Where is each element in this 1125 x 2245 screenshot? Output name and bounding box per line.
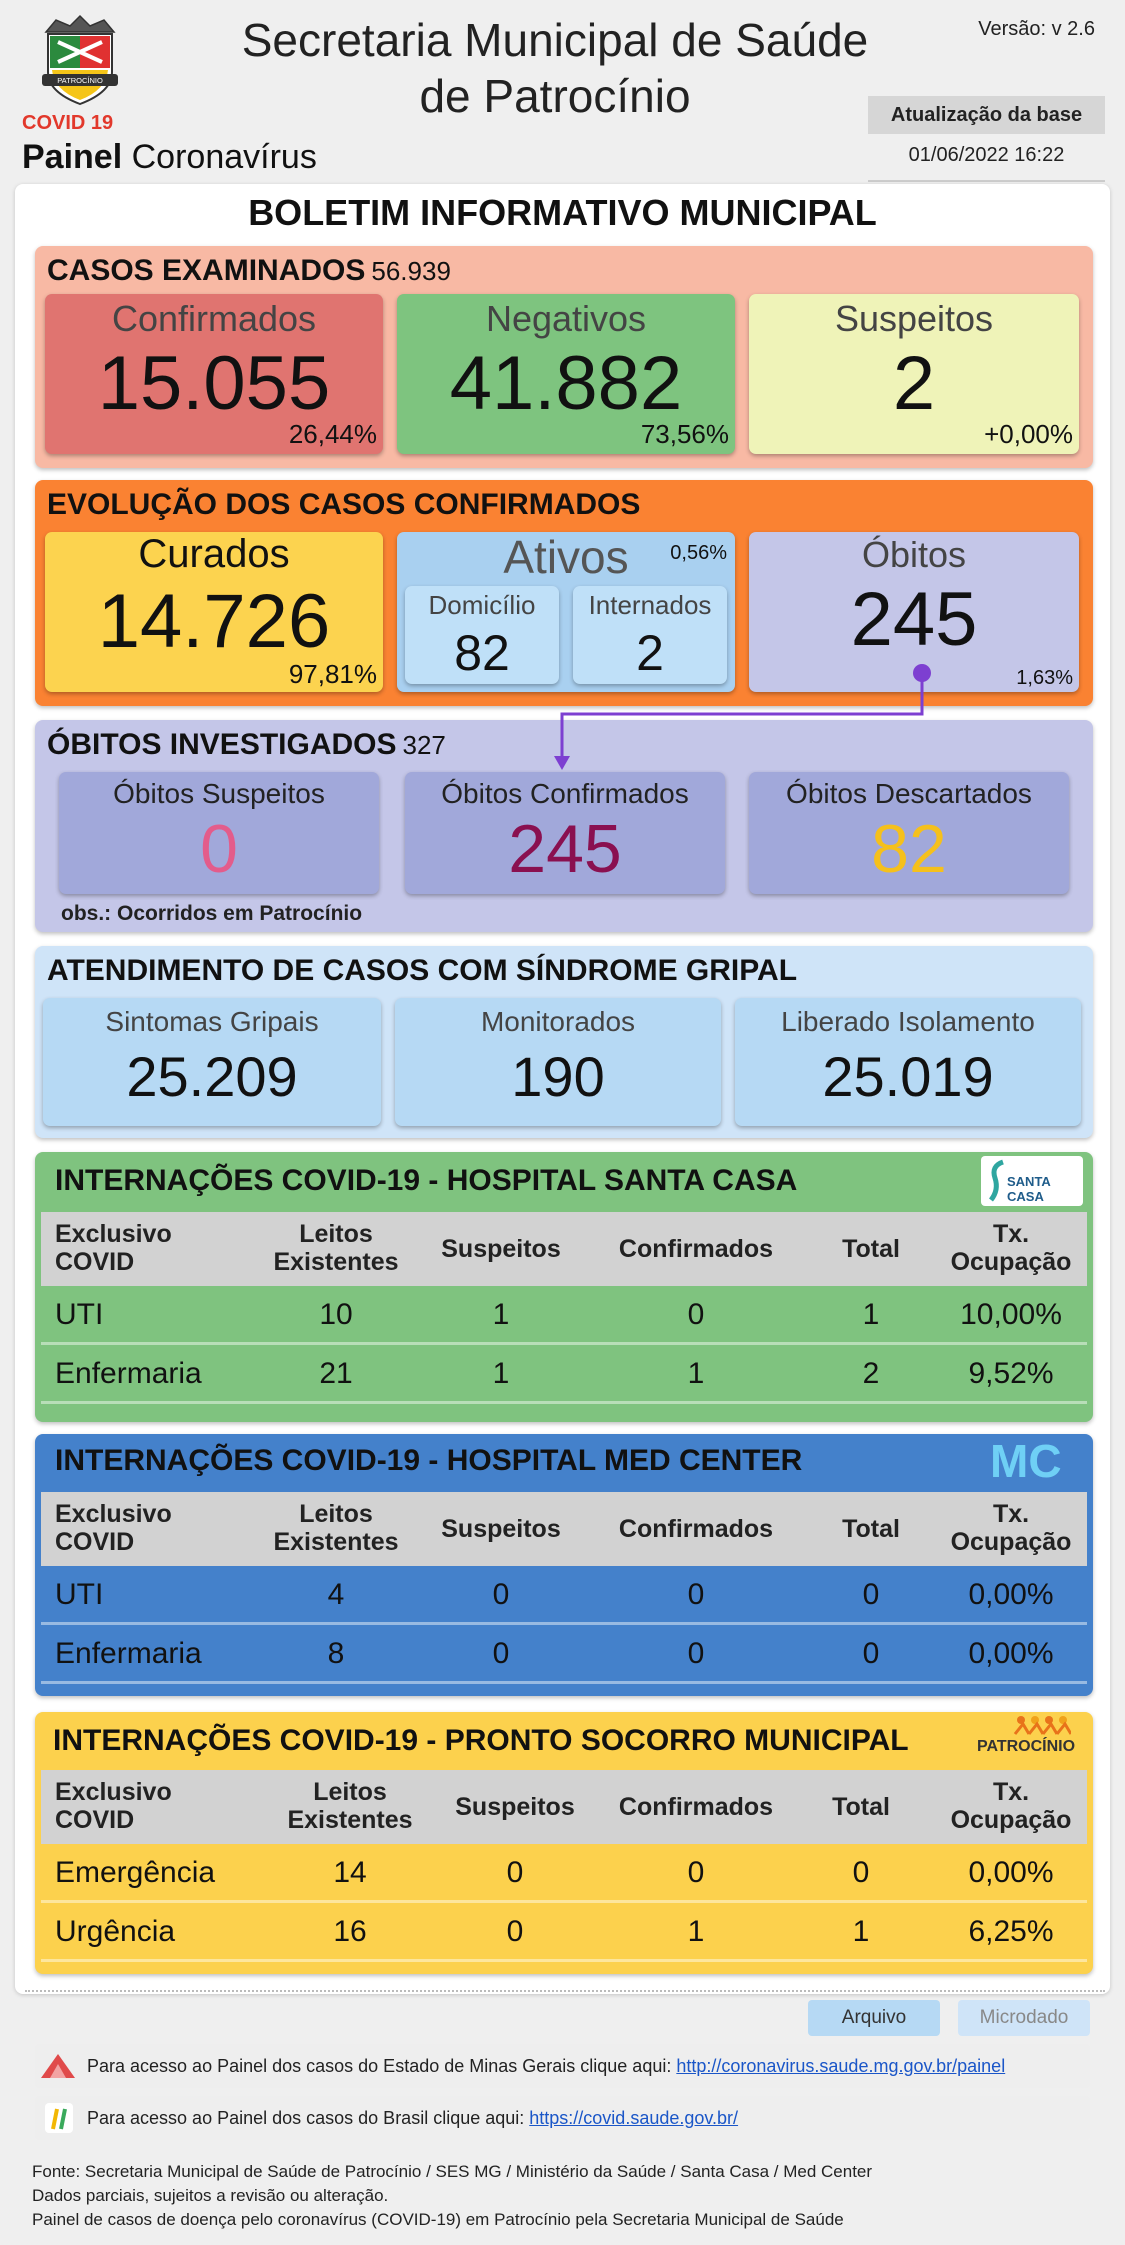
brasil-icon (45, 2103, 73, 2133)
table-row[interactable] (41, 1286, 1087, 1342)
med-center-table (41, 1492, 1087, 1688)
col-leitos: Leitos Existentes (287, 1778, 413, 1834)
footer-disclaimer: Dados parciais, sujeitos a revisão ou alteração. (32, 2186, 389, 2205)
section-title: ÓBITOS INVESTIGADOS 327 (47, 728, 446, 761)
row-suspeitos: 1 (492, 1298, 510, 1331)
col-exclusivo: Exclusivo COVID (55, 1778, 172, 1834)
row-total: 1 (862, 1298, 880, 1331)
table-row[interactable] (41, 1566, 1087, 1622)
row-leitos: 16 (333, 1915, 367, 1948)
card-value: 14.726 (97, 579, 331, 664)
card-label: Óbitos Suspeitos (113, 778, 325, 809)
row-suspeitos: 0 (506, 1915, 524, 1948)
section-title: INTERNAÇÕES COVID-19 - HOSPITAL SANTA CASA (55, 1164, 798, 1197)
row-confirmados: 1 (687, 1357, 705, 1390)
patrocinio-logo-icon (1011, 1714, 1071, 1736)
card-label: Curados (138, 532, 290, 576)
table-row[interactable] (41, 1903, 1087, 1959)
row-tx: 6,25% (968, 1915, 1054, 1948)
logo-caption: PATROCÍNIO (57, 76, 103, 85)
section-title: EVOLUÇÃO DOS CASOS CONFIRMADOS (47, 488, 641, 521)
divider (25, 1990, 1105, 1992)
mg-link-text: Para acesso ao Painel dos casos do Estado de Minas Gerais clique aqui: http://coronavirus.saude.mg.gov.br/painel (87, 2056, 1006, 2076)
col-total: Total (842, 1235, 900, 1263)
row-tx: 10,00% (960, 1298, 1062, 1331)
santa-casa-logo (981, 1156, 1083, 1206)
row-name: UTI (55, 1298, 104, 1331)
card-label: Liberado Isolamento (781, 1006, 1035, 1037)
card-value: 0 (200, 811, 238, 887)
row-leitos: 21 (319, 1357, 353, 1390)
card-value: 41.882 (449, 341, 683, 426)
card-label: Óbitos (861, 534, 967, 575)
row-leitos: 14 (333, 1856, 367, 1889)
card-label: Óbitos Descartados (786, 778, 1032, 809)
card-label: Confirmados (111, 298, 317, 339)
obitos-descartados-card[interactable] (749, 772, 1069, 894)
sindrome-gripal-section (35, 946, 1093, 1138)
panel-name: Painel Coronavírus (22, 138, 317, 176)
table-row[interactable] (41, 1345, 1087, 1401)
card-value: 25.019 (822, 1045, 994, 1108)
covid-tag: COVID 19 (22, 112, 114, 134)
card-label: Suspeitos (834, 298, 994, 339)
row-total: 1 (852, 1915, 870, 1948)
bulletin-title: BOLETIM INFORMATIVO MUNICIPAL (248, 192, 877, 233)
card-percent: 1,63% (1016, 667, 1073, 689)
col-total: Total (842, 1515, 900, 1543)
row-suspeitos: 0 (492, 1578, 510, 1611)
card-value: 15.055 (97, 341, 331, 426)
row-total: 0 (862, 1637, 880, 1670)
pronto-socorro-section (35, 1712, 1093, 1974)
mg-link-bar (35, 2044, 1090, 2088)
row-tx: 9,52% (968, 1357, 1054, 1390)
card-percent: 73,56% (640, 419, 729, 449)
table-row[interactable] (41, 1844, 1087, 1900)
table-header (41, 1492, 1087, 1566)
col-tx-ocupacao: Tx. Ocupação (950, 1220, 1072, 1276)
row-suspeitos: 0 (492, 1637, 510, 1670)
med-center-logo (990, 1435, 1080, 1487)
row-divider (41, 1401, 1087, 1404)
row-total: 2 (862, 1357, 880, 1390)
col-confirmados: Confirmados (618, 1793, 774, 1821)
section-title: INTERNAÇÕES COVID-19 - HOSPITAL MED CENTER (55, 1444, 803, 1477)
santa-casa-logo-text: SANTA CASA (1007, 1174, 1051, 1204)
card-label: Ativos (503, 531, 629, 583)
patrocinio-logo (975, 1714, 1087, 1766)
santa-casa-section (35, 1152, 1093, 1422)
monitorados-card[interactable] (395, 998, 721, 1126)
row-name: UTI (55, 1578, 104, 1611)
col-exclusivo: Exclusivo COVID (55, 1220, 172, 1276)
row-confirmados: 0 (687, 1856, 705, 1889)
table-header (41, 1212, 1087, 1286)
card-value: 190 (511, 1045, 605, 1108)
section-title: CASOS EXAMINADOS 56.939 (47, 254, 451, 287)
row-total: 0 (852, 1856, 870, 1889)
card-value: 82 (871, 811, 947, 887)
row-confirmados: 0 (687, 1578, 705, 1611)
row-name: Enfermaria (55, 1357, 202, 1390)
sintomas-gripais-card[interactable] (43, 998, 381, 1126)
obitos-confirmados-card[interactable] (405, 772, 725, 894)
card-percent: 0,56% (670, 542, 727, 564)
arquivo-button[interactable]: Arquivo (808, 2000, 940, 2036)
card-label: Internados (588, 590, 712, 620)
obs-note: obs.: Ocorridos em Patrocínio (61, 902, 363, 925)
footer-source: Fonte: Secretaria Municipal de Saúde de Patrocínio / SES MG / Ministério da Saúde / Santa Casa / Med Center (32, 2162, 873, 2181)
row-total: 0 (862, 1578, 880, 1611)
br-link-bar (35, 2096, 1090, 2140)
pronto-socorro-table (41, 1770, 1087, 1966)
card-value: 2 (636, 625, 664, 681)
row-confirmados: 0 (687, 1637, 705, 1670)
minas-gerais-icon (39, 2052, 77, 2080)
row-divider (41, 1681, 1087, 1684)
connector-arrow-icon (0, 0, 1125, 780)
section-title: ATENDIMENTO DE CASOS COM SÍNDROME GRIPAL (47, 954, 798, 987)
card-percent: +0,00% (984, 419, 1073, 449)
card-label: Negativos (485, 298, 647, 339)
card-percent: 97,81% (288, 659, 377, 689)
col-suspeitos: Suspeitos (441, 1235, 561, 1263)
col-tx-ocupacao: Tx. Ocupação (950, 1778, 1072, 1834)
card-value: 25.209 (126, 1045, 298, 1108)
table-header (41, 1770, 1087, 1844)
liberado-isolamento-card[interactable] (735, 998, 1081, 1126)
col-exclusivo: Exclusivo COVID (55, 1500, 172, 1556)
row-tx: 0,00% (968, 1578, 1054, 1611)
card-label: Domicílio (428, 590, 536, 620)
col-total: Total (832, 1793, 890, 1821)
col-suspeitos: Suspeitos (455, 1793, 575, 1821)
col-tx-ocupacao: Tx. Ocupação (950, 1500, 1072, 1556)
row-name: Enfermaria (55, 1637, 202, 1670)
page-title: Secretaria Municipal de Saúde de Patrocínio (241, 14, 869, 122)
patrocinio-logo-text: PATROCÍNIO (977, 1738, 1076, 1755)
col-confirmados: Confirmados (618, 1235, 774, 1263)
row-suspeitos: 1 (492, 1357, 510, 1390)
med-center-section (35, 1434, 1093, 1696)
section-title: INTERNAÇÕES COVID-19 - PRONTO SOCORRO MUNICIPAL (53, 1724, 909, 1757)
med-center-logo-text: MC (990, 1435, 1062, 1487)
row-confirmados: 0 (687, 1298, 705, 1331)
card-label: Óbitos Confirmados (441, 778, 689, 809)
card-value: 245 (850, 577, 978, 662)
col-confirmados: Confirmados (618, 1515, 774, 1543)
row-divider (41, 1959, 1087, 1962)
card-percent: 26,44% (288, 419, 377, 449)
table-row[interactable] (41, 1625, 1087, 1681)
footer-description: Painel de casos de doença pelo coronavírus (COVID-19) em Patrocínio pela Secretaria Municipal de Saúde (32, 2210, 844, 2229)
row-tx: 0,00% (968, 1637, 1054, 1670)
row-confirmados: 1 (687, 1915, 705, 1948)
microdado-button[interactable]: Microdado (958, 2000, 1090, 2036)
row-suspeitos: 0 (506, 1856, 524, 1889)
row-name: Emergência (55, 1856, 216, 1889)
card-label: Sintomas Gripais (105, 1006, 319, 1037)
card-value: 245 (508, 811, 622, 887)
row-tx: 0,00% (968, 1856, 1054, 1889)
version-label: Versão: v 2.6 (978, 18, 1095, 40)
br-link-text: Para acesso ao Painel dos casos do Brasil clique aqui: https://covid.saude.gov.br/ (87, 2108, 739, 2128)
col-leitos: Leitos Existentes (273, 1220, 399, 1276)
update-date: 01/06/2022 16:22 (908, 144, 1065, 166)
update-label: Atualização da base (868, 96, 1105, 134)
row-leitos: 10 (319, 1298, 353, 1331)
row-name: Urgência (55, 1915, 176, 1948)
row-leitos: 8 (327, 1637, 345, 1670)
obitos-suspeitos-card[interactable] (59, 772, 379, 894)
col-leitos: Leitos Existentes (273, 1500, 399, 1556)
santa-casa-table (41, 1212, 1087, 1412)
br-panel-link[interactable]: https://covid.saude.gov.br/ (529, 2108, 739, 2128)
mg-panel-link[interactable]: http://coronavirus.saude.mg.gov.br/painel (676, 2056, 1006, 2076)
col-suspeitos: Suspeitos (441, 1515, 561, 1543)
card-value: 2 (892, 341, 936, 426)
row-leitos: 4 (327, 1578, 345, 1611)
card-label: Monitorados (480, 1006, 636, 1037)
card-value: 82 (454, 625, 510, 681)
